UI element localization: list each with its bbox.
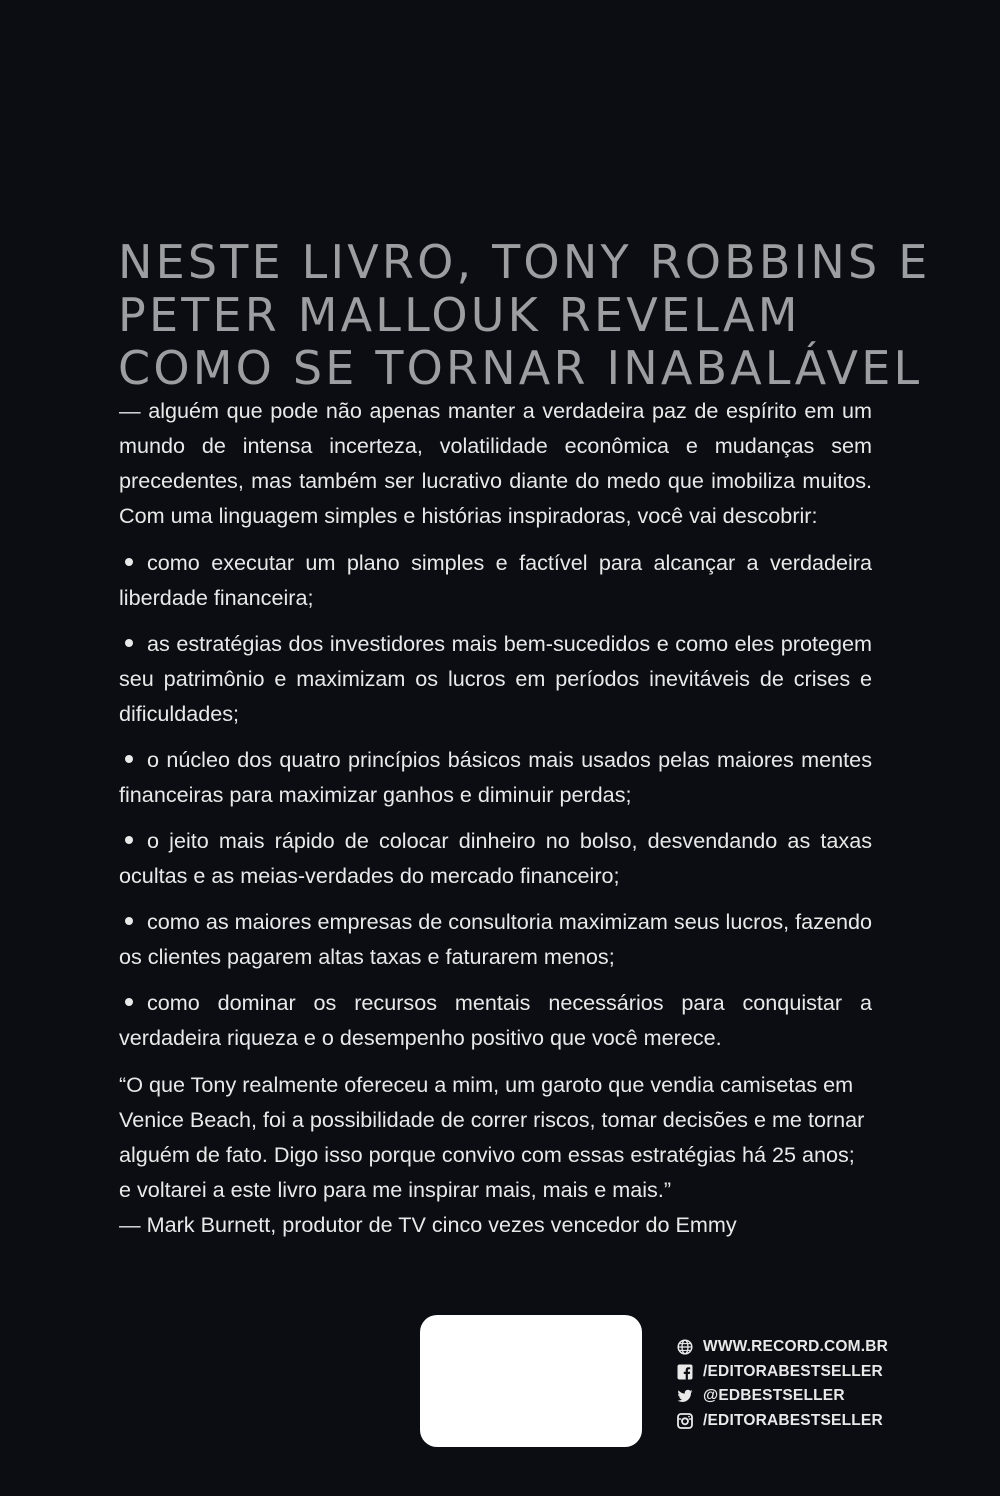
barcode-area — [420, 1315, 642, 1447]
website-link[interactable] — [677, 1335, 977, 1360]
list-item — [119, 626, 872, 731]
twitter-icon — [677, 1388, 693, 1404]
social-links — [677, 1335, 977, 1433]
bullet-icon — [125, 639, 133, 647]
facebook-link[interactable] — [677, 1360, 977, 1385]
bullet-text: o jeito mais rápido de colocar dinheiro no bolso, desvendando as taxas ocultas e as meias-verdades do mercado financeiro; — [119, 828, 872, 888]
list-item — [119, 985, 872, 1055]
instagram-icon — [677, 1413, 693, 1429]
bullet-icon — [125, 755, 133, 763]
body-text — [119, 393, 872, 1242]
bullet-icon — [125, 836, 133, 844]
instagram-label: /EDITORABESTSELLER — [703, 1411, 883, 1429]
bullet-icon — [125, 917, 133, 925]
list-item — [119, 904, 872, 974]
twitter-label: @EDBESTSELLER — [703, 1387, 845, 1405]
bullet-icon — [125, 558, 133, 566]
bullet-text: as estratégias dos investidores mais bem-sucedidos e como eles protegem seu patrimônio e maximizam os lucros em períodos inevitáveis de crises e dificuldades; — [119, 631, 872, 726]
testimonial — [119, 1067, 872, 1242]
bullet-list — [119, 545, 872, 1055]
headline — [118, 235, 931, 395]
facebook-icon — [677, 1364, 693, 1380]
bullet-text: o núcleo dos quatro princípios básicos mais usados pelas maiores mentes financeiras para maximizar ganhos e diminuir perdas; — [119, 747, 872, 807]
quote-attribution: — Mark Burnett, produtor de TV cinco vezes vencedor do Emmy — [119, 1212, 737, 1237]
quote-text: “O que Tony realmente ofereceu a mim, um garoto que vendia camisetas em Venice Beach, foi a possibilidade de correr riscos, tomar decisões e me tornar alguém de fato. Digo isso porque convivo com essas estratégias há 25 anos; e voltarei a este livro para me inspirar mais, mais e mais.” — [119, 1072, 865, 1202]
headline-line-3: COMO SE TORNAR INABALÁVEL — [118, 341, 923, 395]
headline-line-1: NESTE LIVRO, TONY ROBBINS E — [118, 235, 931, 289]
list-item — [119, 823, 872, 893]
bullet-icon — [125, 998, 133, 1006]
intro-paragraph: — alguém que pode não apenas manter a verdadeira paz de espírito em um mundo de intensa incerteza, volatilidade econômica e mudanças sem precedentes, mas também ser lucrativo diante do medo que imobiliza muitos. Com uma linguagem simples e histórias inspiradoras, você vai descobrir: — [119, 398, 872, 528]
headline-line-2: PETER MALLOUK REVELAM — [118, 288, 801, 342]
website-label: WWW.RECORD.COM.BR — [703, 1338, 889, 1356]
bullet-text: como as maiores empresas de consultoria maximizam seus lucros, fazendo os clientes pagarem altas taxas e faturarem menos; — [119, 909, 872, 969]
twitter-link[interactable] — [677, 1384, 977, 1409]
facebook-label: /EDITORABESTSELLER — [703, 1362, 883, 1380]
globe-icon — [677, 1339, 693, 1355]
bullet-text: como dominar os recursos mentais necessários para conquistar a verdadeira riqueza e o desempenho positivo que você merece. — [119, 990, 872, 1050]
instagram-link[interactable] — [677, 1409, 977, 1434]
list-item — [119, 545, 872, 615]
bullet-text: como executar um plano simples e factível para alcançar a verdadeira liberdade financeira; — [119, 550, 872, 610]
list-item — [119, 742, 872, 812]
